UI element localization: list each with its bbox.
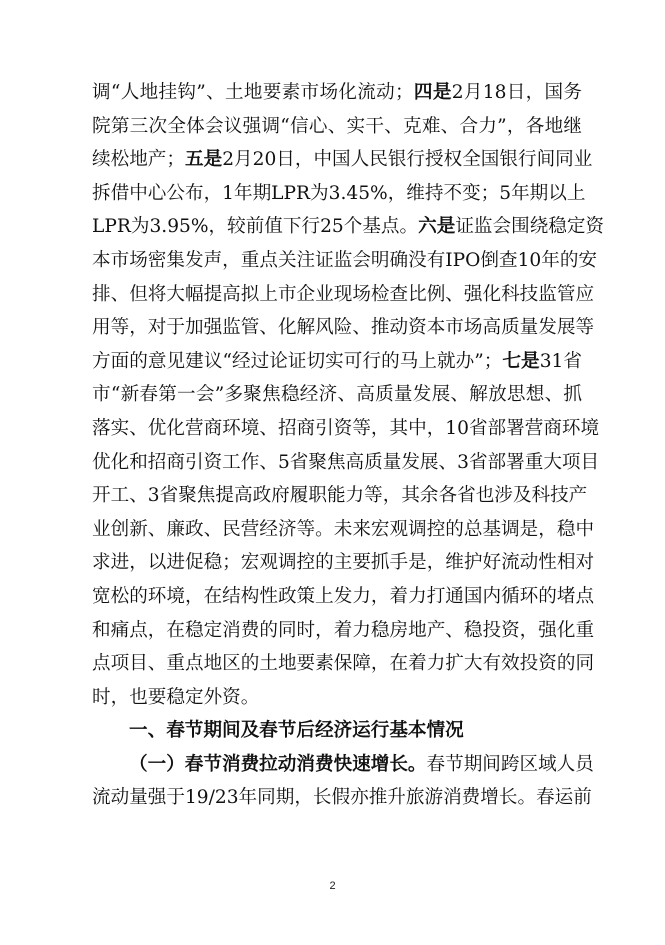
text-line <box>92 345 582 379</box>
text-line: 业创新、廉政、民营经济等。未来宏观调控的总基调是，稳中 <box>92 518 595 540</box>
emphasis-run: 四是 <box>413 82 452 103</box>
text-line: 时，也要稳定外资。 <box>92 686 260 708</box>
text-line: 用等，对于加强监管、化解风险、推动资本市场高质量发展等 <box>92 317 595 339</box>
text-line: 点项目、重点地区的土地要素保障，在着力扩大有效投资的同 <box>92 653 595 675</box>
text-line: 求进，以进促稳；宏观调控的主要抓手是，维护好流动性相对 <box>92 552 595 574</box>
subsection-line <box>92 748 594 782</box>
text-line: 优化和招商引资工作、5省聚焦高质量发展、3省部署重大项目 <box>92 451 600 473</box>
text-run: 证监会围绕稳定资 <box>455 216 605 238</box>
text-line: 市“新春第一会”多聚焦稳经济、高质量发展、解放思想、抓 <box>92 384 582 406</box>
text-line: 排、但将大幅提高拟上市企业现场检查比例、强化科技监管应 <box>92 283 595 305</box>
text-line: 开工、3省聚焦提高政府履职能力等，其余各省也涉及科技产 <box>92 485 588 507</box>
emphasis-run: 五是 <box>184 149 223 171</box>
page-number: 2 <box>329 880 336 892</box>
text-line: 落实、优化营商环境、招商引资等，其中，10省部署营商环境 <box>92 417 600 439</box>
text-line: 院第三次全体会议强调“信心、实干、克难、合力”，各地继 <box>92 115 582 137</box>
text-line <box>92 143 593 177</box>
text-line <box>92 76 582 110</box>
body-text <box>92 76 605 815</box>
text-run: 方面的意见建议“经过论证切实可行的马上就办”； <box>92 350 503 372</box>
text-run: 调“人地挂钩”、土地要素市场化流动； <box>92 82 414 103</box>
text-line: 本市场密集发声，重点关注证监会明确没有IPO倒查10年的安 <box>92 249 598 271</box>
section-heading: 一、春节期间及春节后经济运行基本情况 <box>129 720 464 742</box>
text-run: 续松地产； <box>92 149 185 171</box>
text-run: LPR为3.95%，较前值下行25个基点。 <box>92 216 419 238</box>
text-run: 春节期间跨区域人员 <box>426 753 594 775</box>
emphasis-run: 七是 <box>502 350 540 372</box>
emphasis-run: 六是 <box>418 216 456 238</box>
text-line: 宽松的环境，在结构性政策上发力，着力打通国内循环的堵点 <box>92 585 595 607</box>
text-line <box>92 210 605 244</box>
text-run: 2月18日，国务 <box>451 82 582 103</box>
text-run: 2月20日，中国人民银行授权全国银行间同业 <box>222 149 593 171</box>
text-line: 和痛点，在稳定消费的同时，着力稳房地产、稳投资，强化重 <box>92 619 595 641</box>
text-line: 拆借中心公布，1年期LPR为3.45%，维持不变；5年期以上 <box>92 182 586 204</box>
subsection-title: （一）春节消费拉动消费快速增长。 <box>129 753 427 775</box>
text-line: 流动量强于19/23年同期，长假亦推升旅游消费增长。春运前 <box>92 787 592 809</box>
text-run: 31省 <box>539 350 582 372</box>
